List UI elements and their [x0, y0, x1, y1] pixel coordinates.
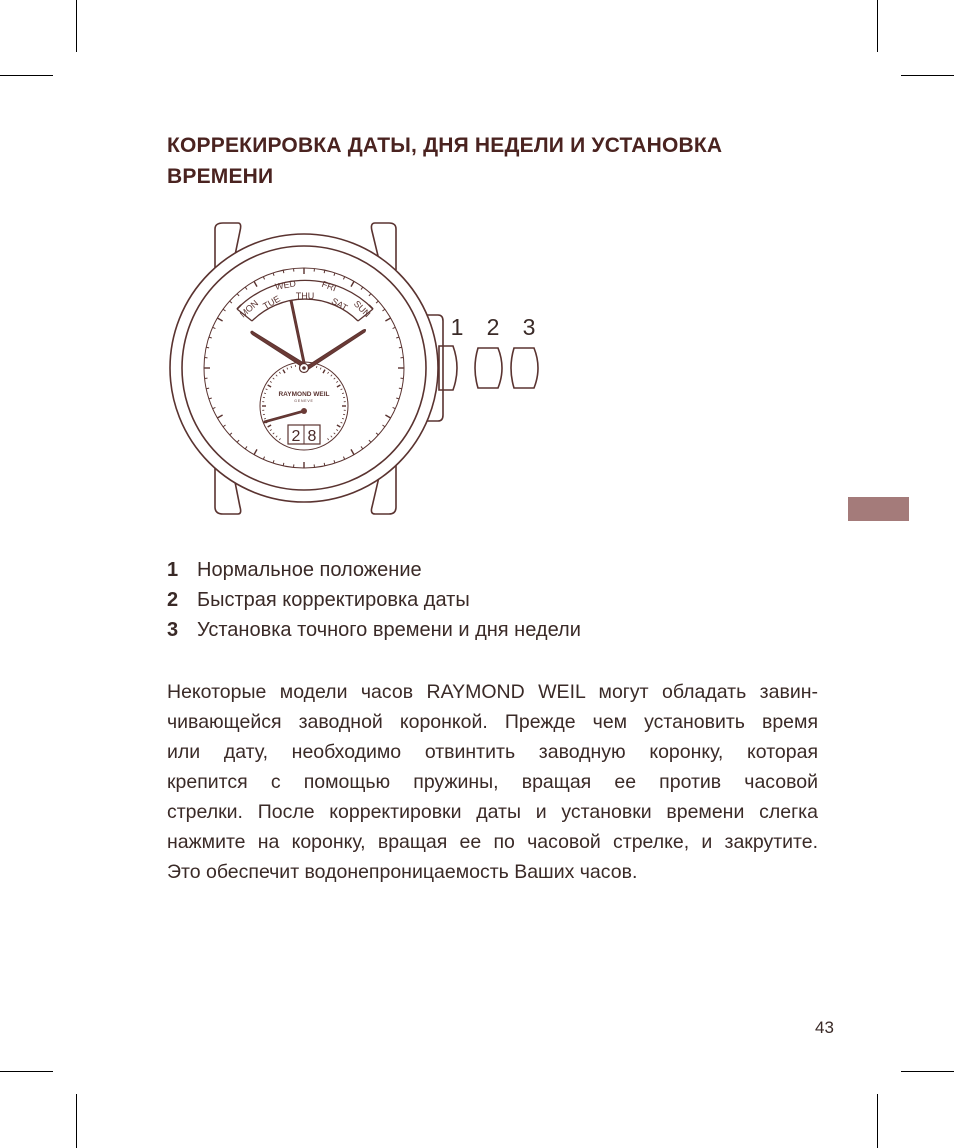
crown-positions-legend [167, 555, 581, 645]
legend-number: 2 [167, 589, 179, 611]
paragraph-line: нажмите на коронку, вращая ее по часовой стрелке, и закрутите. [167, 831, 818, 853]
legend-text: Нормальное положение [197, 559, 422, 581]
crop-mark [901, 1071, 954, 1072]
tick-mark [324, 270, 325, 273]
day-label-mon: MON [237, 298, 261, 320]
crop-mark [877, 0, 878, 52]
body-paragraph [167, 677, 818, 887]
legend-item [167, 555, 581, 585]
paragraph-line: или дату, необходимо отвинтить заводную коронку, которая [167, 741, 818, 763]
paragraph-line: Некоторые модели часов RAYMOND WEIL могут обладать завин- [167, 681, 818, 703]
crown-position-3: 3 [522, 314, 536, 340]
legend-number: 3 [167, 619, 179, 641]
section-tab-marker [848, 497, 909, 521]
crown-position-1: 1 [450, 314, 464, 340]
paragraph-line: крепится с помощью пружины, вращая ее против часовой [167, 771, 818, 793]
crop-mark [877, 1094, 878, 1148]
title-line: ВРЕМЕНИ [167, 165, 274, 188]
crop-mark [0, 75, 53, 76]
tick-mark [283, 463, 284, 466]
legend-number: 1 [167, 559, 179, 581]
tick-mark [206, 388, 209, 389]
tick-mark [399, 347, 402, 348]
legend-text: Установка точного времени и дня недели [197, 619, 581, 641]
crop-mark [901, 75, 954, 76]
tick-mark [206, 347, 209, 348]
day-label-sun: SUN [351, 298, 373, 320]
legend-item [167, 585, 581, 615]
day-label-tue: TUE [261, 293, 282, 312]
day-label-thu: THU [295, 291, 315, 301]
day-label-wed: WED [274, 278, 297, 292]
brand-logo: RAYMOND WEIL [278, 391, 330, 398]
crown-position-2: 2 [486, 314, 500, 340]
paragraph-line: Это обеспечит водонепроницаемость Ваших часов. [167, 861, 638, 883]
legend-text: Быстрая корректировка даты [197, 589, 470, 611]
day-label-fri: FRI [320, 279, 338, 294]
date-digit: 8 [307, 428, 317, 445]
paragraph-line: стрелки. После корректировки даты и установки времени слегка [167, 801, 818, 823]
page-title [167, 130, 807, 192]
brand-subtitle: GENEVE [294, 399, 314, 403]
tick-mark [399, 388, 402, 389]
crop-mark [0, 1071, 53, 1072]
tick-mark [283, 270, 284, 273]
crop-mark [76, 0, 77, 52]
crop-mark [76, 1094, 77, 1148]
legend-item [167, 615, 581, 645]
tick-mark [324, 463, 325, 466]
watch-illustration [160, 215, 560, 520]
date-digit: 2 [291, 428, 301, 445]
day-label-sat: SAT [329, 295, 350, 313]
paragraph-line: чивающейся заводной коронкой. Прежде чем установить время [167, 711, 818, 733]
title-line: КОРРЕКИРОВКА ДАТЫ, ДНЯ НЕДЕЛИ И УСТАНОВКА [167, 134, 723, 157]
page-number: 43 [815, 1018, 834, 1037]
